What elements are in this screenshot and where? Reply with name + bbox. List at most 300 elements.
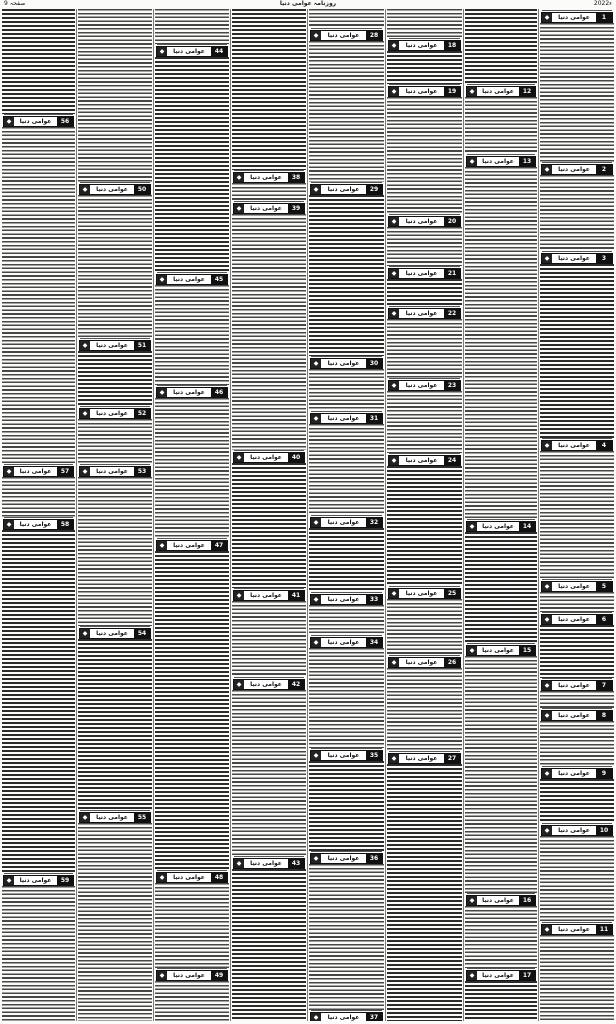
ad-header — [3, 466, 74, 477]
masthead: روزنامہ عوامی دنیا — [279, 0, 337, 7]
ad-body-text — [540, 779, 614, 823]
ad-header — [541, 680, 613, 691]
ad-separator — [311, 1010, 382, 1011]
ad-body-text — [309, 369, 384, 411]
category-mark-icon: ◆ — [542, 769, 552, 778]
ad-brand-label: عوامی دنیا — [558, 14, 590, 21]
folio-right: 2022ء — [593, 0, 612, 7]
ad-body-text — [2, 530, 75, 873]
ad-body-text — [155, 398, 229, 538]
ad-header — [79, 466, 151, 477]
ad-header — [466, 86, 536, 97]
ad-separator — [542, 10, 612, 11]
ad-body-text — [540, 451, 614, 579]
ad-brand-label: عوامی دنیا — [558, 255, 590, 262]
ad-number: 35 — [366, 751, 382, 760]
ad-number: 59 — [57, 876, 73, 885]
category-mark-icon: ◆ — [311, 751, 321, 760]
folio-left: صفحہ 9 — [4, 0, 26, 7]
ad-separator — [4, 517, 73, 518]
ad-separator — [157, 870, 227, 871]
ad-number: 14 — [519, 522, 535, 531]
ad-brand-label: عوامی دنیا — [405, 310, 438, 317]
ad-body-text — [387, 764, 462, 1021]
ad-body-text — [465, 9, 537, 84]
category-mark-icon: ◆ — [4, 467, 14, 476]
category-mark-icon: ◆ — [542, 615, 552, 624]
category-mark-icon: ◆ — [542, 711, 552, 720]
ad-number: 24 — [444, 456, 460, 465]
ad-number: 49 — [211, 971, 227, 980]
category-mark-icon: ◆ — [467, 646, 477, 655]
ad-brand-label: عوامی دنیا — [558, 616, 590, 623]
ad-number: 46 — [211, 388, 227, 397]
ad-separator — [467, 643, 535, 644]
ad-number: 2 — [596, 165, 612, 174]
ad-brand-label: عوامی دنیا — [405, 755, 438, 762]
ad-separator — [542, 922, 612, 923]
ad-separator — [389, 266, 460, 267]
ad-header — [3, 116, 74, 127]
ad-body-text — [78, 195, 152, 338]
ad-brand-label: عوامی دنیا — [558, 827, 590, 834]
ad-body-text — [78, 351, 152, 406]
ad-separator — [467, 968, 535, 969]
category-mark-icon: ◆ — [389, 217, 399, 226]
ad-separator — [542, 678, 612, 679]
ad-brand-label: عوامی دنیا — [327, 519, 360, 526]
ad-number: 19 — [444, 87, 460, 96]
category-mark-icon: ◆ — [389, 754, 399, 763]
ad-brand-label: عوامی دنیا — [482, 972, 514, 979]
ad-separator — [4, 114, 73, 115]
ad-body-text — [309, 424, 384, 515]
ad-header — [541, 164, 613, 175]
ad-number: 27 — [444, 754, 460, 763]
ad-separator — [80, 406, 150, 407]
ad-separator — [389, 655, 460, 656]
ad-brand-label: عوامی دنیا — [482, 523, 514, 530]
ad-body-text — [540, 691, 614, 708]
ad-body-text — [155, 9, 229, 44]
ad-separator — [234, 201, 304, 202]
ad-header — [3, 519, 74, 530]
ad-number: 39 — [288, 204, 304, 213]
ad-brand-label: عوامی دنیا — [250, 860, 282, 867]
ad-body-text — [387, 51, 462, 84]
ad-header — [156, 872, 228, 883]
ad-header — [388, 657, 461, 668]
ad-header — [79, 628, 151, 639]
ad-brand-label: عوامی دنیا — [250, 592, 282, 599]
ad-header — [541, 253, 613, 264]
ad-header — [310, 184, 383, 195]
ad-body-text — [540, 264, 614, 438]
category-mark-icon: ◆ — [234, 591, 244, 600]
ad-body-text — [465, 981, 537, 1021]
ad-body-text — [2, 477, 75, 517]
category-mark-icon: ◆ — [234, 204, 244, 213]
category-mark-icon: ◆ — [80, 185, 90, 194]
ad-separator — [311, 28, 382, 29]
ad-number: 57 — [57, 467, 73, 476]
ad-brand-label: عوامی دنیا — [405, 270, 438, 277]
ad-header — [541, 825, 613, 836]
ad-body-text — [540, 721, 614, 766]
ad-separator — [467, 84, 535, 85]
ad-header — [388, 380, 461, 391]
ad-separator — [389, 378, 460, 379]
category-mark-icon: ◆ — [389, 41, 399, 50]
ad-header — [541, 924, 613, 935]
ad-header — [466, 970, 536, 981]
ad-brand-label: عوامی دنیا — [558, 770, 590, 777]
ad-header — [310, 517, 383, 528]
ad-number: 58 — [57, 520, 73, 529]
ad-separator — [389, 586, 460, 587]
ad-number: 40 — [288, 453, 304, 462]
ad-header — [466, 645, 536, 656]
ad-header — [156, 970, 228, 981]
ad-body-text — [78, 419, 152, 464]
ad-separator — [467, 893, 535, 894]
ad-separator — [389, 38, 460, 39]
ad-brand-label: عوامی دنیا — [96, 468, 128, 475]
column-c5 — [232, 9, 306, 1021]
ad-header — [388, 753, 461, 764]
ad-separator — [234, 677, 304, 678]
ad-header — [310, 594, 383, 605]
ad-body-text — [232, 183, 306, 201]
ad-brand-label: عوامی دنیا — [405, 457, 438, 464]
category-mark-icon: ◆ — [234, 680, 244, 689]
ad-header — [388, 308, 461, 319]
ad-separator — [234, 450, 304, 451]
ad-brand-label: عوامی دنیا — [405, 659, 438, 666]
category-mark-icon: ◆ — [4, 520, 14, 529]
ad-brand-label: عوامی دنیا — [173, 389, 205, 396]
ad-header — [233, 172, 305, 183]
ad-brand-label: عوامی دنیا — [250, 681, 282, 688]
ad-body-text — [540, 836, 614, 922]
ad-number: 25 — [444, 589, 460, 598]
ad-brand-label: عوامی دنیا — [327, 360, 360, 367]
ad-header — [79, 812, 151, 823]
ad-number: 5 — [596, 582, 612, 591]
column-rule — [463, 9, 464, 1021]
ad-header — [541, 768, 613, 779]
ad-brand-label: عوامی دنیا — [558, 166, 590, 173]
ad-header — [233, 203, 305, 214]
ad-brand-label: عوامی دنیا — [96, 630, 128, 637]
ad-brand-label: عوامی دنیا — [558, 442, 590, 449]
page-header — [0, 0, 616, 8]
ad-number: 17 — [519, 971, 535, 980]
ad-number: 50 — [134, 185, 150, 194]
column-rule — [230, 9, 231, 1021]
ad-body-text — [78, 477, 152, 626]
category-mark-icon: ◆ — [311, 414, 321, 423]
ad-number: 8 — [596, 711, 612, 720]
ad-separator — [542, 579, 612, 580]
ad-body-text — [309, 761, 384, 851]
category-mark-icon: ◆ — [542, 13, 552, 22]
ad-body-text — [78, 9, 152, 182]
ad-body-text — [540, 23, 614, 162]
ad-number: 34 — [366, 638, 382, 647]
ad-brand-label: عوامی دنیا — [482, 158, 514, 165]
ad-separator — [389, 84, 460, 85]
column-rule — [76, 9, 77, 1021]
ad-brand-label: عوامی دنیا — [19, 118, 52, 125]
ad-number: 51 — [134, 341, 150, 350]
ad-brand-label: عوامی دنیا — [96, 814, 128, 821]
ad-brand-label: عوامی دنیا — [327, 639, 360, 646]
ad-header — [310, 853, 383, 864]
category-mark-icon: ◆ — [389, 589, 399, 598]
category-mark-icon: ◆ — [80, 467, 90, 476]
category-mark-icon: ◆ — [234, 859, 244, 868]
category-mark-icon: ◆ — [157, 388, 167, 397]
ad-brand-label: عوامی دنیا — [96, 186, 128, 193]
ad-separator — [157, 968, 227, 969]
ad-brand-label: عوامی دنیا — [327, 415, 360, 422]
ad-body-text — [540, 625, 614, 678]
column-c6 — [155, 9, 229, 1021]
ad-body-text — [232, 601, 306, 677]
ad-brand-label: عوامی دنیا — [19, 468, 52, 475]
ad-body-text — [78, 639, 152, 810]
ad-body-text — [387, 466, 462, 586]
ad-header — [388, 588, 461, 599]
ad-separator — [542, 823, 612, 824]
ad-header — [388, 40, 461, 51]
ad-separator — [80, 626, 150, 627]
ad-header — [233, 452, 305, 463]
ad-brand-label: عوامی دنیا — [96, 342, 128, 349]
ad-number: 42 — [288, 680, 304, 689]
ad-body-text — [465, 167, 537, 519]
ad-number: 4 — [596, 441, 612, 450]
ad-number: 45 — [211, 275, 227, 284]
ad-header — [310, 750, 383, 761]
column-c2 — [465, 9, 537, 1021]
ad-body-text — [155, 57, 229, 272]
ad-header — [233, 590, 305, 601]
ad-brand-label: عوامی دنیا — [173, 542, 205, 549]
ad-header — [3, 875, 74, 886]
ad-number: 10 — [596, 826, 612, 835]
category-mark-icon: ◆ — [311, 595, 321, 604]
category-mark-icon: ◆ — [157, 873, 167, 882]
ad-body-text — [387, 599, 462, 655]
ad-number: 28 — [366, 31, 382, 40]
category-mark-icon: ◆ — [542, 681, 552, 690]
ad-separator — [4, 873, 73, 874]
ad-header — [466, 156, 536, 167]
ad-number: 26 — [444, 658, 460, 667]
ad-number: 23 — [444, 381, 460, 390]
ad-brand-label: عوامی دنیا — [250, 205, 282, 212]
ad-header — [310, 637, 383, 648]
column-c8 — [2, 9, 75, 1021]
column-rule — [307, 9, 308, 1021]
category-mark-icon: ◆ — [542, 165, 552, 174]
ad-header — [310, 1012, 383, 1021]
ad-separator — [80, 338, 150, 339]
category-mark-icon: ◆ — [389, 381, 399, 390]
ad-body-text — [387, 9, 462, 38]
ad-separator — [542, 162, 612, 163]
ad-number: 52 — [134, 409, 150, 418]
ad-body-text — [309, 41, 384, 182]
category-mark-icon: ◆ — [467, 971, 477, 980]
ad-body-text — [540, 592, 614, 612]
ad-number: 13 — [519, 157, 535, 166]
ad-header — [310, 413, 383, 424]
ad-brand-label: عوامی دنیا — [19, 877, 52, 884]
category-mark-icon: ◆ — [234, 453, 244, 462]
ad-header — [233, 679, 305, 690]
ad-brand-label: عوامی دنیا — [405, 42, 438, 49]
ad-brand-label: عوامی دنیا — [405, 88, 438, 95]
ad-separator — [467, 519, 535, 520]
ad-brand-label: عوامی دنیا — [558, 926, 590, 933]
category-mark-icon: ◆ — [311, 638, 321, 647]
ad-number: 3 — [596, 254, 612, 263]
ad-brand-label: عوامی دنیا — [327, 1014, 360, 1021]
category-mark-icon: ◆ — [542, 925, 552, 934]
ad-number: 44 — [211, 47, 227, 56]
ad-brand-label: عوامی دنیا — [250, 174, 282, 181]
ad-body-text — [387, 97, 462, 214]
ad-separator — [389, 214, 460, 215]
category-mark-icon: ◆ — [389, 87, 399, 96]
category-mark-icon: ◆ — [157, 971, 167, 980]
category-mark-icon: ◆ — [311, 359, 321, 368]
ad-header — [233, 858, 305, 869]
ad-number: 29 — [366, 185, 382, 194]
ad-number: 48 — [211, 873, 227, 882]
category-mark-icon: ◆ — [157, 541, 167, 550]
ad-separator — [80, 464, 150, 465]
ad-brand-label: عوامی دنیا — [327, 32, 360, 39]
ad-header — [79, 408, 151, 419]
category-mark-icon: ◆ — [542, 254, 552, 263]
ad-number: 33 — [366, 595, 382, 604]
category-mark-icon: ◆ — [157, 275, 167, 284]
ad-body-text — [309, 648, 384, 748]
ad-number: 21 — [444, 269, 460, 278]
ad-body-text — [155, 551, 229, 870]
ad-header — [156, 274, 228, 285]
ad-header — [310, 358, 383, 369]
ad-body-text — [309, 195, 384, 356]
category-mark-icon: ◆ — [389, 309, 399, 318]
category-mark-icon: ◆ — [234, 173, 244, 182]
ad-body-text — [387, 319, 462, 378]
ad-number: 22 — [444, 309, 460, 318]
ad-separator — [311, 411, 382, 412]
ad-number: 43 — [288, 859, 304, 868]
ad-body-text — [232, 9, 306, 170]
ad-number: 1 — [596, 13, 612, 22]
ad-brand-label: عوامی دنیا — [558, 682, 590, 689]
ad-brand-label: عوامی دنیا — [482, 647, 514, 654]
ad-brand-label: عوامی دنیا — [173, 874, 205, 881]
ad-brand-label: عوامی دنیا — [327, 186, 360, 193]
ad-number: 9 — [596, 769, 612, 778]
ad-number: 47 — [211, 541, 227, 550]
ad-header — [388, 455, 461, 466]
ad-brand-label: عوامی دنیا — [173, 48, 205, 55]
ad-brand-label: عوامی دنیا — [96, 410, 128, 417]
ad-brand-label: عوامی دنیا — [482, 88, 514, 95]
ad-body-text — [309, 605, 384, 635]
ad-brand-label: عوامی دنیا — [405, 218, 438, 225]
category-mark-icon: ◆ — [311, 854, 321, 863]
ad-body-text — [232, 869, 306, 1021]
category-mark-icon: ◆ — [80, 629, 90, 638]
ad-header — [79, 184, 151, 195]
category-mark-icon: ◆ — [311, 518, 321, 527]
ad-brand-label: عوامی دنیا — [327, 855, 360, 862]
ad-header — [541, 614, 613, 625]
ad-body-text — [2, 886, 75, 1021]
category-mark-icon: ◆ — [4, 117, 14, 126]
category-mark-icon: ◆ — [389, 269, 399, 278]
ad-number: 12 — [519, 87, 535, 96]
ad-separator — [80, 182, 150, 183]
ad-body-text — [387, 668, 462, 751]
ad-separator — [4, 464, 73, 465]
ad-number: 30 — [366, 359, 382, 368]
ad-separator — [542, 438, 612, 439]
ad-separator — [157, 385, 227, 386]
ad-separator — [542, 612, 612, 613]
ad-number: 38 — [288, 173, 304, 182]
ad-brand-label: عوامی دنیا — [250, 454, 282, 461]
ad-number: 11 — [596, 925, 612, 934]
ad-brand-label: عوامی دنیا — [482, 897, 514, 904]
ad-brand-label: عوامی دنیا — [173, 972, 205, 979]
category-mark-icon: ◆ — [467, 896, 477, 905]
ad-separator — [467, 154, 535, 155]
category-mark-icon: ◆ — [80, 409, 90, 418]
ad-separator — [389, 453, 460, 454]
ad-separator — [234, 588, 304, 589]
ad-header — [388, 86, 461, 97]
ad-body-text — [540, 935, 614, 1021]
ad-header — [156, 387, 228, 398]
ad-header — [541, 440, 613, 451]
ad-brand-label: عوامی دنیا — [405, 382, 438, 389]
ad-header — [466, 895, 536, 906]
ad-body-text — [155, 883, 229, 968]
ad-number: 6 — [596, 615, 612, 624]
ad-separator — [311, 182, 382, 183]
ad-number: 53 — [134, 467, 150, 476]
ad-body-text — [232, 463, 306, 588]
ad-number: 37 — [366, 1013, 382, 1021]
category-mark-icon: ◆ — [467, 157, 477, 166]
ad-header — [156, 540, 228, 551]
ad-brand-label: عوامی دنیا — [327, 596, 360, 603]
ad-header — [541, 581, 613, 592]
ad-body-text — [2, 9, 75, 114]
category-mark-icon: ◆ — [311, 31, 321, 40]
ad-body-text — [309, 864, 384, 1010]
